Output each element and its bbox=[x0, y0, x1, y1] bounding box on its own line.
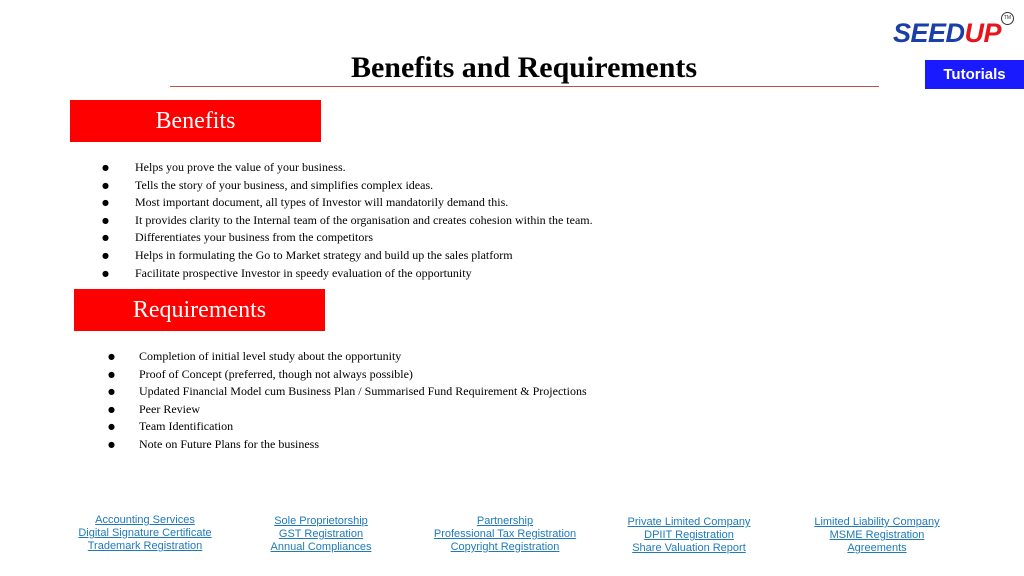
footer-link-annual-compliances[interactable]: Annual Compliances bbox=[270, 541, 372, 553]
requirement-text: Peer Review bbox=[139, 401, 200, 416]
bullet-icon: ● bbox=[108, 422, 115, 432]
list-item bbox=[108, 401, 587, 419]
benefit-text: Helps in formulating the Go to Market strategy and build up the sales platform bbox=[135, 247, 513, 262]
requirements-heading: Requirements bbox=[74, 289, 325, 331]
bullet-icon: ● bbox=[108, 404, 115, 414]
list-item bbox=[108, 348, 587, 366]
list-item bbox=[102, 212, 593, 230]
bullet-icon: ● bbox=[102, 180, 109, 190]
list-item bbox=[102, 229, 593, 247]
footer-column-2 bbox=[256, 515, 386, 554]
footer-link-accounting-services[interactable]: Accounting Services bbox=[95, 514, 195, 526]
seedup-logo bbox=[893, 16, 1013, 52]
benefit-text: Differentiates your business from the competitors bbox=[135, 230, 374, 245]
footer-link-professional-tax-registration[interactable]: Professional Tax Registration bbox=[433, 528, 577, 540]
footer-link-sole-proprietorship[interactable]: Sole Proprietorship bbox=[274, 515, 368, 527]
footer-column-5 bbox=[802, 516, 952, 555]
footer-link-copyright-registration[interactable]: Copyright Registration bbox=[450, 541, 560, 553]
footer-link-partnership[interactable]: Partnership bbox=[476, 515, 534, 527]
logo-text-main: SEED bbox=[893, 18, 965, 48]
logo-text-accent: UP bbox=[964, 18, 1002, 48]
footer-link-agreements[interactable]: Agreements bbox=[847, 542, 907, 554]
benefits-list bbox=[102, 159, 593, 282]
bullet-icon: ● bbox=[102, 233, 109, 243]
benefit-text: Helps you prove the value of your business. bbox=[135, 160, 346, 174]
list-item bbox=[108, 436, 587, 454]
footer-link-limited-liability-company[interactable]: Limited Liability Company bbox=[814, 516, 940, 528]
list-item bbox=[102, 159, 593, 177]
page-title: Benefits and Requirements bbox=[350, 51, 698, 84]
requirement-text: Updated Financial Model cum Business Plan / Summarised Fund Requirement & Projections bbox=[139, 384, 587, 399]
bullet-icon: ● bbox=[102, 215, 109, 225]
footer-link-share-valuation-report[interactable]: Share Valuation Report bbox=[632, 542, 746, 554]
bullet-icon: ● bbox=[108, 369, 115, 379]
footer-column-3 bbox=[425, 515, 585, 554]
title-underline bbox=[170, 86, 879, 87]
list-item bbox=[108, 383, 587, 401]
tutorials-button[interactable]: Tutorials bbox=[925, 60, 1024, 89]
bullet-icon: ● bbox=[102, 250, 109, 260]
bullet-icon: ● bbox=[102, 163, 109, 172]
benefit-text: Facilitate prospective Investor in speedy evaluation of the opportunity bbox=[135, 265, 472, 280]
list-item bbox=[108, 366, 587, 384]
footer-link-dpiit-registration[interactable]: DPIIT Registration bbox=[644, 529, 734, 541]
bullet-icon: ● bbox=[108, 439, 115, 449]
benefit-text: Tells the story of your business, and simplifies complex ideas. bbox=[135, 177, 434, 192]
list-item bbox=[108, 418, 587, 436]
list-item bbox=[102, 194, 593, 212]
bullet-icon: ● bbox=[108, 352, 115, 361]
footer-link-msme-registration[interactable]: MSME Registration bbox=[829, 529, 925, 541]
list-item bbox=[102, 177, 593, 195]
requirement-text: Team Identification bbox=[139, 419, 234, 434]
logo-wordmark bbox=[893, 18, 1001, 49]
requirement-text: Proof of Concept (preferred, though not always possible) bbox=[139, 366, 413, 381]
footer-link-gst-registration[interactable]: GST Registration bbox=[278, 528, 364, 540]
footer-link-digital-signature-certificate[interactable]: Digital Signature Certificate bbox=[78, 527, 212, 539]
footer-column-4 bbox=[614, 516, 764, 555]
trademark-icon: TM bbox=[1001, 12, 1014, 25]
bullet-icon: ● bbox=[108, 387, 115, 397]
bullet-icon: ● bbox=[102, 268, 109, 278]
footer-column-1 bbox=[70, 514, 220, 553]
benefits-heading: Benefits bbox=[70, 100, 321, 142]
benefit-text: It provides clarity to the Internal team of the organisation and creates cohesion within the team. bbox=[135, 212, 593, 227]
requirement-text: Note on Future Plans for the business bbox=[139, 436, 319, 451]
bullet-icon: ● bbox=[102, 198, 109, 208]
list-item bbox=[102, 265, 593, 283]
footer-link-trademark-registration[interactable]: Trademark Registration bbox=[87, 540, 203, 552]
footer-link-private-limited-company[interactable]: Private Limited Company bbox=[627, 516, 751, 528]
requirements-list bbox=[108, 348, 587, 454]
requirement-text: Completion of initial level study about the opportunity bbox=[139, 349, 402, 363]
benefit-text: Most important document, all types of Investor will mandatorily demand this. bbox=[135, 195, 509, 210]
list-item bbox=[102, 247, 593, 265]
